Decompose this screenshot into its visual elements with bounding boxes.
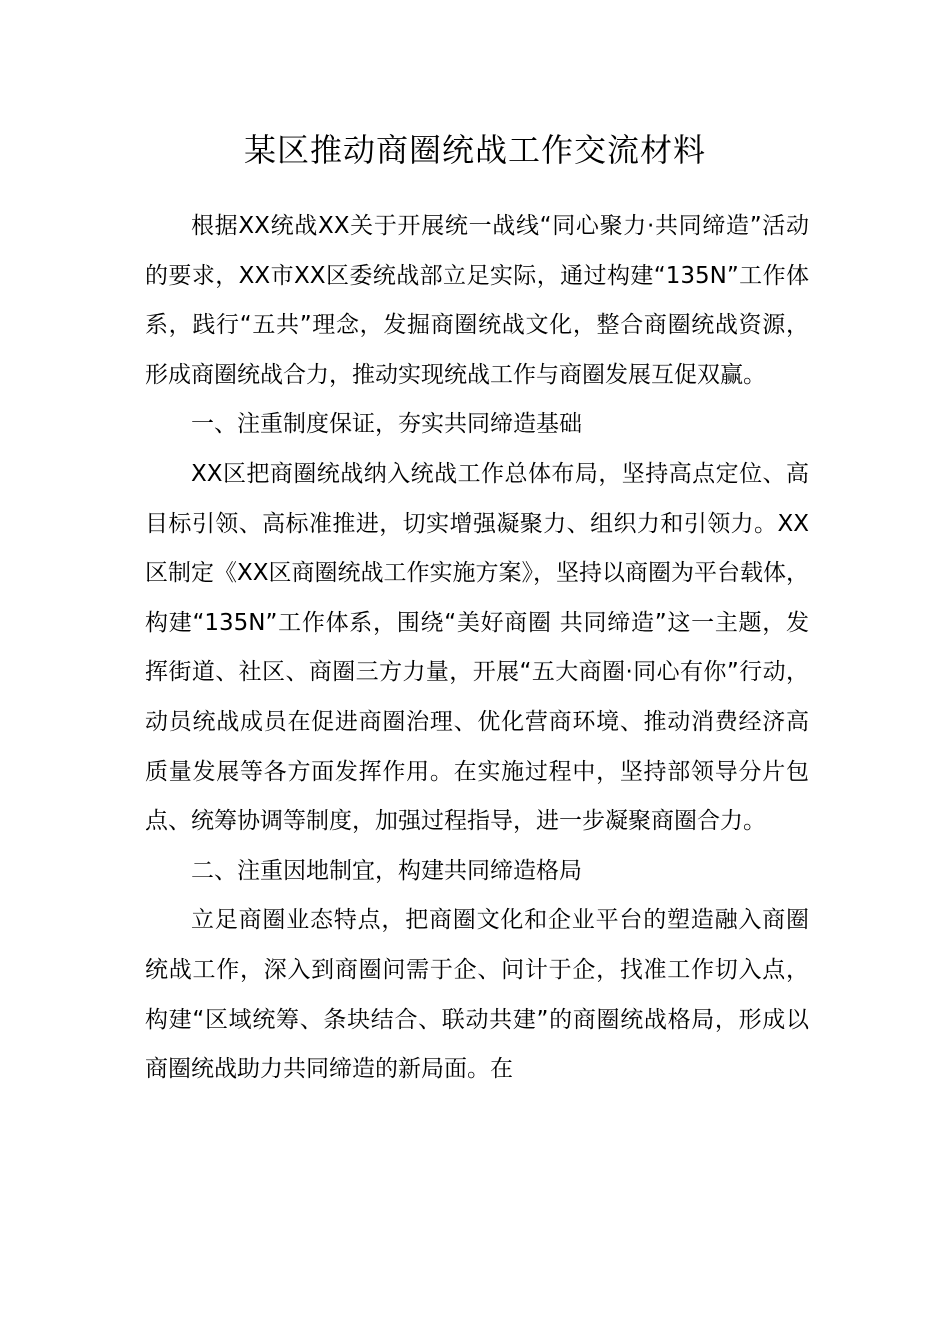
- document-body: [145, 202, 809, 1095]
- paragraph-section-2: 立足商圈业态特点，把商圈文化和企业平台的塑造融入商圈统战工作，深入到商圈问需于企、问计于企，找准工作切入点，构建“区域统筹、条块结合、联动共建”的商圈统战格局，形成以商圈统战助力共同缔造的新局面。在: [145, 907, 809, 1083]
- paragraph-intro: 根据XX统战XX关于开展统一战线“同心聚力·共同缔造”活动的要求，XX市XX区委统战部立足实际，通过构建“135N”工作体系，践行“五共”理念，发掘商圈统战文化，整合商圈统战资源，形成商圈统战合力，推动实现统战工作与商圈发展互促双赢。: [145, 213, 809, 388]
- paragraph-section-1: XX区把商圈统战纳入统战工作总体布局，坚持高点定位、高目标引领、高标准推进，切实增强凝聚力、组织力和引领力。XX区制定《XX区商圈统战工作实施方案》，坚持以商圈为平台载体，构建“135N”工作体系，围绕“美好商圈 共同缔造”这一主题，发挥街道、社区、商圈三方力量，开展“五大商圈·同心有你”行动，动员统战成员在促进商圈治理、优化营商环境、推动消费经济高质量发展等各方面发挥作用。在实施过程中，坚持部领导分片包点、统筹协调等制度，加强过程指导，进一步凝聚商圈合力。: [145, 460, 810, 835]
- section-heading-2: 二、注重因地制宜，构建共同缔造格局: [191, 857, 582, 884]
- page-title: 某区推动商圈统战工作交流材料: [243, 131, 706, 169]
- section-heading-1: 一、注重制度保证，夯实共同缔造基础: [191, 411, 582, 438]
